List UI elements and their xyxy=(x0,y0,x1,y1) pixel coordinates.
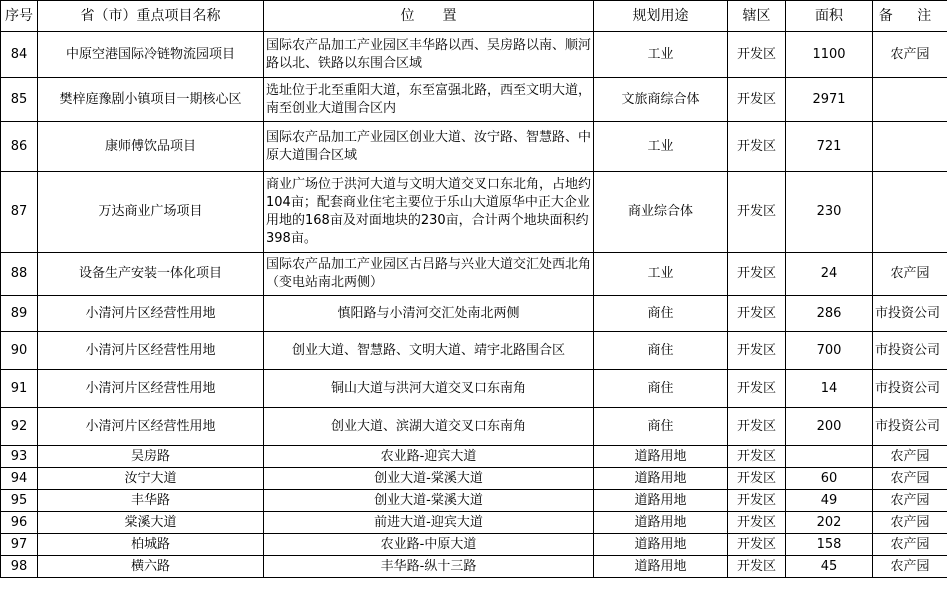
cell-location: 慎阳路与小清河交汇处南北两侧 xyxy=(264,296,594,332)
cell-name: 小清河片区经营性用地 xyxy=(38,370,264,408)
cell-seq: 95 xyxy=(1,490,38,512)
cell-usage: 道路用地 xyxy=(594,556,728,578)
cell-district: 开发区 xyxy=(728,534,786,556)
cell-district: 开发区 xyxy=(728,332,786,370)
header-row xyxy=(1,1,947,32)
table-row xyxy=(1,408,947,446)
cell-name: 小清河片区经营性用地 xyxy=(38,296,264,332)
cell-name: 中原空港国际冷链物流园项目 xyxy=(38,32,264,78)
cell-seq: 90 xyxy=(1,332,38,370)
cell-location: 国际农产品加工产业园区丰华路以西、吴房路以南、顺河路以北、铁路以东围合区域 xyxy=(264,32,594,78)
cell-location: 创业大道-棠溪大道 xyxy=(264,490,594,512)
cell-district: 开发区 xyxy=(728,296,786,332)
cell-seq: 88 xyxy=(1,253,38,296)
cell-seq: 92 xyxy=(1,408,38,446)
cell-district: 开发区 xyxy=(728,446,786,468)
cell-area: 200 xyxy=(786,408,873,446)
cell-usage: 道路用地 xyxy=(594,512,728,534)
cell-seq: 86 xyxy=(1,122,38,172)
cell-name: 横六路 xyxy=(38,556,264,578)
cell-district: 开发区 xyxy=(728,122,786,172)
cell-area: 700 xyxy=(786,332,873,370)
table-row xyxy=(1,296,947,332)
cell-location: 商业广场位于洪河大道与文明大道交叉口东北角，占地约104亩；配套商业住宅主要位于乐山大道原华中正大企业用地的168亩及对面地块的230亩，合计两个地块面积约398亩。 xyxy=(264,172,594,253)
cell-location: 前进大道-迎宾大道 xyxy=(264,512,594,534)
cell-note xyxy=(873,172,947,253)
cell-area xyxy=(786,446,873,468)
cell-seq: 98 xyxy=(1,556,38,578)
cell-seq: 87 xyxy=(1,172,38,253)
cell-note: 市投资公司 xyxy=(873,370,947,408)
cell-district: 开发区 xyxy=(728,408,786,446)
cell-location: 铜山大道与洪河大道交叉口东南角 xyxy=(264,370,594,408)
cell-usage: 工业 xyxy=(594,253,728,296)
cell-note: 农产园 xyxy=(873,534,947,556)
cell-name: 设备生产安装一体化项目 xyxy=(38,253,264,296)
cell-area: 14 xyxy=(786,370,873,408)
table-row xyxy=(1,446,947,468)
cell-usage: 文旅商综合体 xyxy=(594,78,728,122)
cell-location: 创业大道、智慧路、文明大道、靖宇北路围合区 xyxy=(264,332,594,370)
cell-seq: 97 xyxy=(1,534,38,556)
cell-area: 230 xyxy=(786,172,873,253)
cell-name: 柏城路 xyxy=(38,534,264,556)
cell-seq: 85 xyxy=(1,78,38,122)
table-row xyxy=(1,32,947,78)
table-row xyxy=(1,78,947,122)
cell-location: 丰华路-纵十三路 xyxy=(264,556,594,578)
cell-seq: 91 xyxy=(1,370,38,408)
header-usage: 规划用途 xyxy=(594,1,728,32)
table-row xyxy=(1,253,947,296)
cell-usage: 商住 xyxy=(594,370,728,408)
header-note: 备 注 xyxy=(873,1,947,32)
cell-name: 樊梓庭豫剧小镇项目一期核心区 xyxy=(38,78,264,122)
cell-note xyxy=(873,122,947,172)
cell-note: 市投资公司 xyxy=(873,332,947,370)
cell-note: 农产园 xyxy=(873,556,947,578)
cell-note: 农产园 xyxy=(873,468,947,490)
cell-location: 创业大道、滨湖大道交叉口东南角 xyxy=(264,408,594,446)
cell-location: 农业路-迎宾大道 xyxy=(264,446,594,468)
cell-area: 49 xyxy=(786,490,873,512)
cell-location: 国际农产品加工产业园区创业大道、汝宁路、智慧路、中原大道围合区域 xyxy=(264,122,594,172)
cell-area: 2971 xyxy=(786,78,873,122)
cell-seq: 94 xyxy=(1,468,38,490)
cell-note: 市投资公司 xyxy=(873,296,947,332)
cell-district: 开发区 xyxy=(728,512,786,534)
cell-district: 开发区 xyxy=(728,370,786,408)
cell-usage: 商业综合体 xyxy=(594,172,728,253)
cell-district: 开发区 xyxy=(728,32,786,78)
header-area: 面积 xyxy=(786,1,873,32)
cell-area: 158 xyxy=(786,534,873,556)
table-row xyxy=(1,534,947,556)
cell-usage: 商住 xyxy=(594,296,728,332)
cell-area: 60 xyxy=(786,468,873,490)
table-row xyxy=(1,556,947,578)
cell-area: 45 xyxy=(786,556,873,578)
cell-note: 农产园 xyxy=(873,32,947,78)
cell-area: 721 xyxy=(786,122,873,172)
header-location: 位 置 xyxy=(264,1,594,32)
cell-name: 小清河片区经营性用地 xyxy=(38,408,264,446)
cell-name: 棠溪大道 xyxy=(38,512,264,534)
cell-name: 汝宁大道 xyxy=(38,468,264,490)
cell-district: 开发区 xyxy=(728,172,786,253)
cell-location: 创业大道-棠溪大道 xyxy=(264,468,594,490)
cell-name: 万达商业广场项目 xyxy=(38,172,264,253)
cell-district: 开发区 xyxy=(728,556,786,578)
cell-usage: 道路用地 xyxy=(594,468,728,490)
cell-location: 农业路-中原大道 xyxy=(264,534,594,556)
cell-note: 市投资公司 xyxy=(873,408,947,446)
cell-area: 286 xyxy=(786,296,873,332)
cell-usage: 工业 xyxy=(594,32,728,78)
cell-note: 农产园 xyxy=(873,512,947,534)
cell-location: 选址位于北至重阳大道，东至富强北路，西至文明大道，南至创业大道围合区内 xyxy=(264,78,594,122)
cell-note: 农产园 xyxy=(873,446,947,468)
cell-seq: 89 xyxy=(1,296,38,332)
cell-usage: 道路用地 xyxy=(594,490,728,512)
cell-area: 24 xyxy=(786,253,873,296)
cell-district: 开发区 xyxy=(728,490,786,512)
cell-location: 国际农产品加工产业园区古吕路与兴业大道交汇处西北角（变电站南北两侧） xyxy=(264,253,594,296)
cell-name: 康师傅饮品项目 xyxy=(38,122,264,172)
cell-name: 吴房路 xyxy=(38,446,264,468)
table-row xyxy=(1,512,947,534)
table-row xyxy=(1,332,947,370)
cell-district: 开发区 xyxy=(728,78,786,122)
cell-district: 开发区 xyxy=(728,253,786,296)
cell-note: 农产园 xyxy=(873,253,947,296)
cell-district: 开发区 xyxy=(728,468,786,490)
table-row xyxy=(1,122,947,172)
cell-usage: 道路用地 xyxy=(594,534,728,556)
header-seq: 序号 xyxy=(1,1,38,32)
cell-usage: 商住 xyxy=(594,332,728,370)
table-row xyxy=(1,490,947,512)
header-name: 省（市）重点项目名称 xyxy=(38,1,264,32)
table-row xyxy=(1,172,947,253)
cell-name: 丰华路 xyxy=(38,490,264,512)
table-row xyxy=(1,370,947,408)
cell-area: 1100 xyxy=(786,32,873,78)
cell-usage: 商住 xyxy=(594,408,728,446)
cell-usage: 道路用地 xyxy=(594,446,728,468)
cell-seq: 93 xyxy=(1,446,38,468)
header-district: 辖区 xyxy=(728,1,786,32)
cell-name: 小清河片区经营性用地 xyxy=(38,332,264,370)
cell-area: 202 xyxy=(786,512,873,534)
cell-seq: 84 xyxy=(1,32,38,78)
cell-note: 农产园 xyxy=(873,490,947,512)
cell-usage: 工业 xyxy=(594,122,728,172)
table-row xyxy=(1,468,947,490)
cell-note xyxy=(873,78,947,122)
cell-seq: 96 xyxy=(1,512,38,534)
